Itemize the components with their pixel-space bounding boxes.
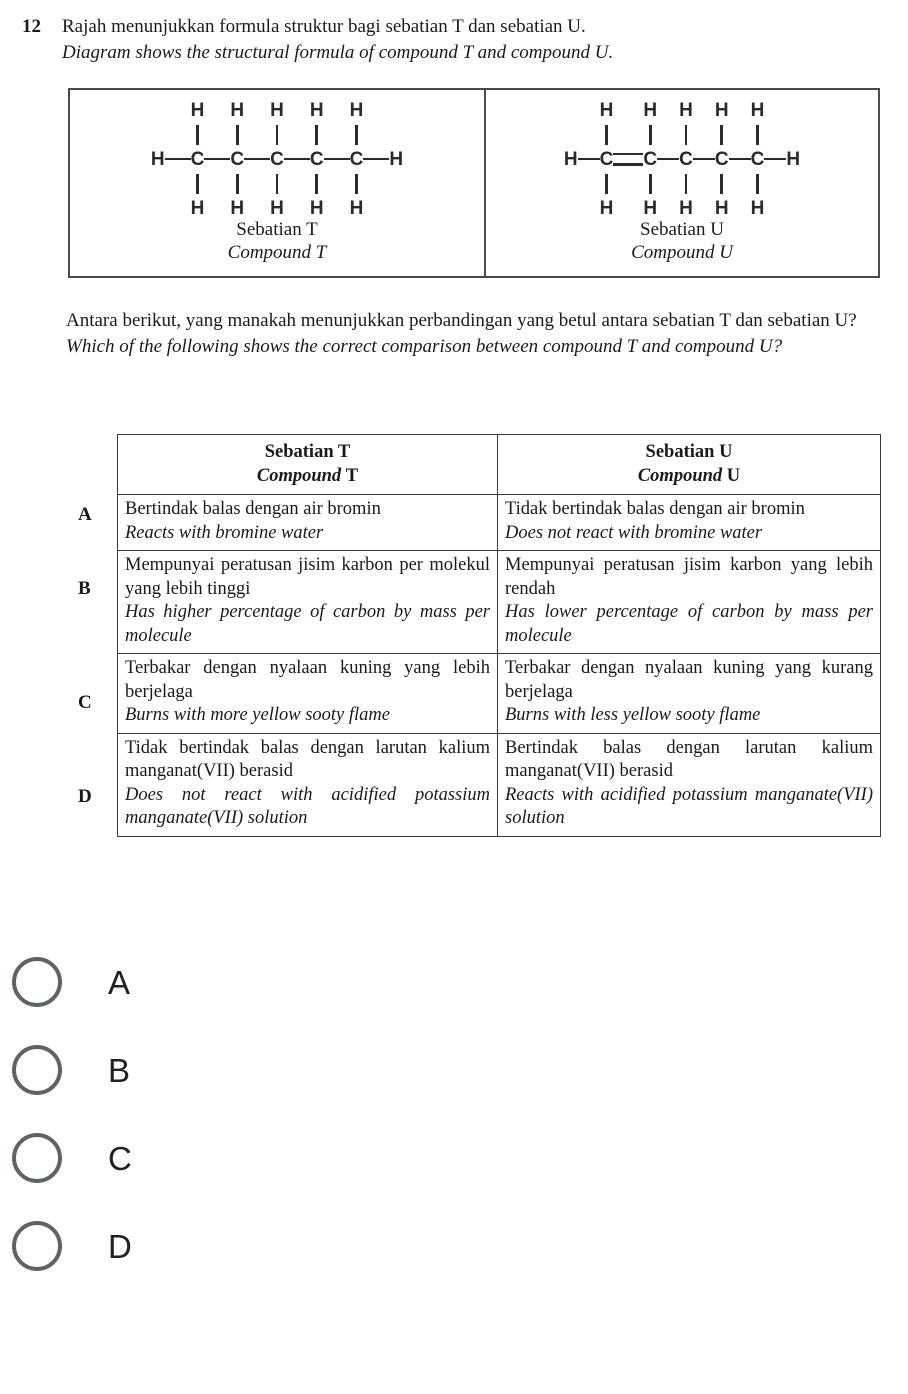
row-c-compound-t: Terbakar dengan nyalaan kuning yang lebih berjelaga Burns with more yellow sooty flame [118,654,498,734]
row-a-compound-u: Tidak bertindak balas dengan air bromin Does not react with bromine water [498,495,881,551]
bond-vertical [720,174,723,194]
answer-choice-d[interactable] [0,1202,908,1290]
answer-choice-b[interactable] [0,1026,908,1114]
option-letter-a: A [78,504,92,525]
carbon-unit-4: H C H [714,99,729,219]
radio-button-icon[interactable] [12,957,62,1007]
compound-t-panel [70,90,486,276]
carbon-unit-5: H C H [750,99,765,219]
question-number: 12 [22,16,41,37]
row-d-compound-u: Bertindak balas dengan larutan kalium manganat(VII) berasid Reacts with acidified potassium manganate(VII) solution [498,733,881,836]
row-d-compound-t: Tidak bertindak balas dengan larutan kalium manganat(VII) berasid Does not react with acidified potassium manganate(VII) solution [118,733,498,836]
bond-vertical [649,174,652,194]
row-c-compound-u: Terbakar dengan nyalaan kuning yang kurang berjelaga Burns with less yellow sooty flame [498,654,881,734]
radio-button-icon[interactable] [12,1133,62,1183]
answer-choice-a[interactable] [0,938,908,1026]
bond-single [764,158,786,161]
carbon-unit-2: H C H [230,99,245,219]
terminal-hydrogen-right: H [363,150,403,169]
question-body-malay: Antara berikut, yang manakah menunjukkan perbandingan yang betul antara sebatian T dan sebatian U? [66,310,857,331]
bond-single [657,158,679,161]
compound-t-structure [150,99,404,219]
compound-t-caption-malay: Sebatian T [236,219,318,240]
carbon-unit-4: H C H [309,99,324,219]
row-b-compound-t: Mempunyai peratusan jisim karbon per molekul yang lebih tinggi Has higher percentage of carbon by mass per molecule [118,551,498,654]
answer-choice-d-label: D [108,1227,132,1265]
bond-single [284,158,310,161]
option-letter-b: B [78,578,91,599]
answer-choice-c[interactable] [0,1114,908,1202]
table-row [118,654,881,734]
question-stem [22,14,892,66]
question-body [66,308,882,360]
bond-vertical [355,125,358,145]
structural-formula-diagram [68,88,880,278]
answer-choice-c-label: C [108,1139,132,1177]
compound-u-panel [486,90,878,276]
terminal-hydrogen-left: H [151,150,191,169]
bond-vertical [756,174,759,194]
bond-vertical [276,125,279,145]
carbon-unit-5: H C H [349,99,364,219]
bond-vertical [685,174,688,194]
header-compound-u: Sebatian U Compound U [498,435,881,495]
bond-vertical [196,125,199,145]
compound-t-caption-english: Compound T [227,242,327,263]
carbon-unit-3: H C H [270,99,284,219]
bond-vertical [315,125,318,145]
comparison-table [117,434,881,837]
bond-single [578,158,600,161]
carbon-unit-1: H C H [599,99,614,219]
terminal-hydrogen-right: H [764,150,800,169]
carbon-unit-1: H C H [190,99,205,219]
bond-vertical [605,174,608,194]
question-stem-malay: Rajah menunjukkan formula struktur bagi sebatian T dan sebatian U. [62,16,586,37]
option-letter-d: D [78,786,92,807]
carbon-unit-3: H C H [679,99,693,219]
radio-button-icon[interactable] [12,1045,62,1095]
bond-vertical [236,174,239,194]
bond-vertical [605,125,608,145]
compound-u-caption-english: Compound U [631,242,733,263]
bond-vertical [756,125,759,145]
bond-vertical [355,174,358,194]
bond-single [363,158,389,161]
table-row [118,551,881,654]
row-b-compound-u: Mempunyai peratusan jisim karbon yang lebih rendah Has lower percentage of carbon by mass per molecule [498,551,881,654]
question-stem-text [62,14,892,66]
bond-vertical [276,174,279,194]
bond-single [244,158,270,161]
row-a-compound-t: Bertindak balas dengan air bromin Reacts with bromine water [118,495,498,551]
option-letter-c: C [78,692,92,713]
bond-single [693,158,715,161]
table-row [118,733,881,836]
terminal-hydrogen-left: H [564,150,600,169]
bond-single [324,158,350,161]
bond-vertical [196,174,199,194]
bond-vertical [720,125,723,145]
bond-vertical [649,125,652,145]
bond-single [729,158,751,161]
radio-button-icon[interactable] [12,1221,62,1271]
bond-single [165,158,191,161]
bond-double [613,153,643,166]
bond-single [204,158,230,161]
bond-vertical [685,125,688,145]
question-body-english: Which of the following shows the correct comparison between compound T and compound U? [66,336,783,357]
carbon-unit-2: H C H [643,99,658,219]
compound-u-caption-malay: Sebatian U [640,219,724,240]
table-header-row [118,435,881,495]
answer-choice-a-label: A [108,963,131,1001]
header-compound-t: Sebatian T Compound T [118,435,498,495]
bond-vertical [236,125,239,145]
answer-choice-list [0,938,908,1290]
table-row [118,495,881,551]
answer-choice-b-label: B [108,1051,131,1089]
compound-u-structure [563,99,801,219]
bond-vertical [315,174,318,194]
question-stem-english: Diagram shows the structural formula of compound T and compound U. [62,42,614,63]
